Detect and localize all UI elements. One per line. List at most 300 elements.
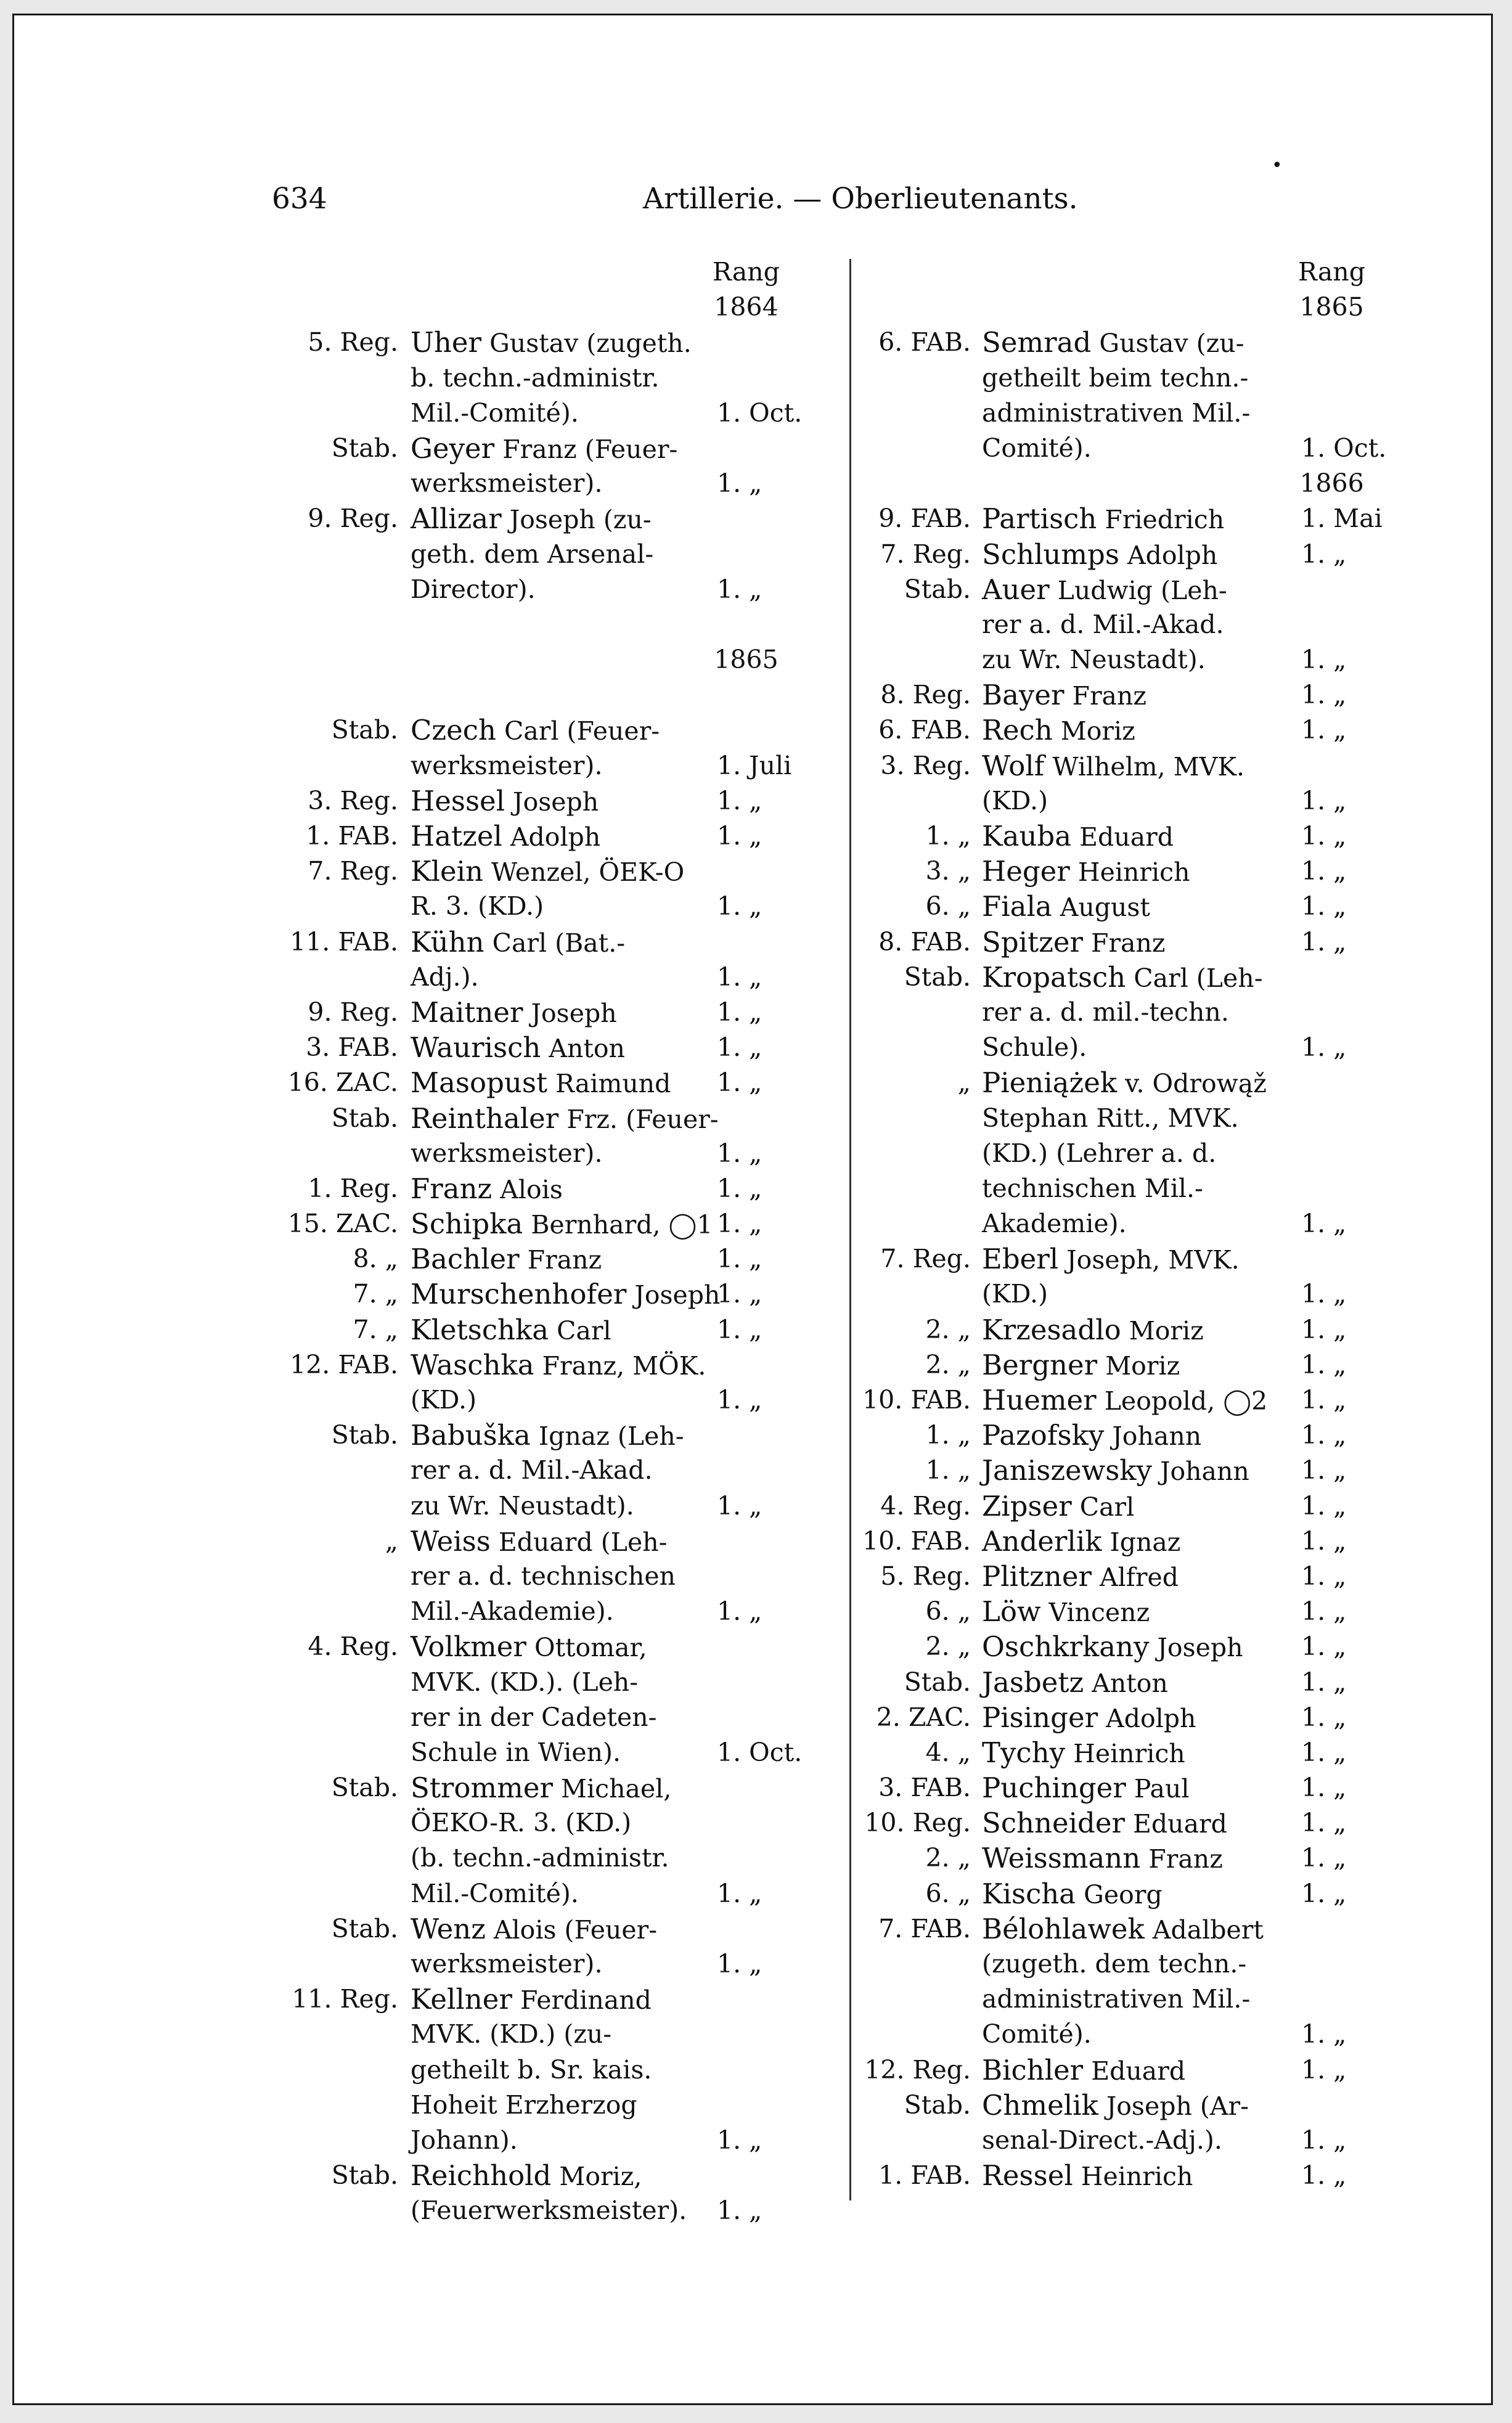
list-row bbox=[248, 396, 812, 431]
list-row bbox=[248, 2088, 812, 2123]
entry-text bbox=[982, 713, 1135, 749]
list-row bbox=[852, 642, 1404, 677]
list-row bbox=[852, 1489, 1404, 1524]
officer-surname: Fiala bbox=[982, 890, 1052, 923]
officer-surname: Partisch bbox=[982, 502, 1097, 536]
list-row bbox=[248, 1559, 812, 1594]
entry-detail: Alois (Feuer- bbox=[485, 1914, 658, 1945]
list-row bbox=[248, 2017, 812, 2052]
unit-label: 2. „ bbox=[925, 1349, 971, 1379]
entry-detail: (KD.) bbox=[982, 785, 1048, 815]
rank-date: 1. „ bbox=[1301, 2125, 1347, 2155]
list-row bbox=[852, 1594, 1404, 1629]
officer-surname: Pieniążek bbox=[982, 1066, 1118, 1100]
entry-detail: Gustav (zu- bbox=[1091, 329, 1244, 359]
unit-label: 10. FAB. bbox=[862, 1385, 971, 1415]
entry-text bbox=[982, 1277, 1048, 1312]
list-row bbox=[852, 2158, 1404, 2193]
list-row bbox=[852, 1418, 1404, 1453]
entry-text bbox=[411, 1594, 614, 1629]
entry-text bbox=[982, 2017, 1092, 2052]
entry-text bbox=[982, 1911, 1264, 1948]
rank-date: 1. „ bbox=[717, 962, 762, 992]
entry-detail: Carl bbox=[1071, 1492, 1135, 1522]
rank-year-heading: 1864 bbox=[714, 292, 778, 322]
unit-label: 6. „ bbox=[925, 1878, 971, 1908]
list-row bbox=[248, 1594, 812, 1629]
unit-label: Stab. bbox=[904, 1667, 971, 1697]
document-page bbox=[12, 14, 1493, 2405]
officer-surname: Weissmann bbox=[982, 1842, 1141, 1875]
unit-label: 6. „ bbox=[925, 1596, 971, 1627]
rank-date: 1. „ bbox=[1301, 1526, 1347, 1556]
entry-text bbox=[411, 1876, 579, 1911]
entry-detail: (zugeth. dem techn.- bbox=[982, 1949, 1247, 1979]
entry-text bbox=[411, 431, 677, 467]
entry-text bbox=[982, 854, 1190, 890]
rank-date: 1. „ bbox=[717, 1138, 762, 1168]
entry-detail: Raimund bbox=[547, 1069, 671, 1099]
officer-surname: Hatzel bbox=[411, 820, 502, 852]
officer-surname: Bayer bbox=[982, 679, 1065, 712]
entry-text bbox=[982, 1594, 1150, 1630]
list-row bbox=[248, 1241, 812, 1277]
rank-date: 1. „ bbox=[1301, 1737, 1347, 1767]
unit-label: 12. FAB. bbox=[290, 1349, 398, 1379]
entry-detail: Franz bbox=[519, 1245, 602, 1275]
rank-year-heading: 1865 bbox=[714, 645, 778, 675]
officer-surname: Bélohlawek bbox=[982, 1912, 1145, 1945]
list-row bbox=[852, 1312, 1404, 1347]
entry-text bbox=[982, 677, 1146, 714]
unit-label: Stab. bbox=[331, 433, 398, 463]
entry-text bbox=[982, 325, 1244, 361]
unit-label: 7. Reg. bbox=[880, 1244, 971, 1274]
entry-text bbox=[411, 1030, 625, 1066]
entry-detail: Eduard bbox=[1124, 1809, 1227, 1839]
entry-text bbox=[982, 1312, 1204, 1349]
entry-detail: rer a. d. mil.-techn. bbox=[982, 997, 1229, 1027]
entry-detail: Wilhelm, MVK. bbox=[1044, 751, 1245, 782]
unit-label: 2. „ bbox=[925, 1843, 971, 1873]
rank-date: 1. „ bbox=[1301, 1843, 1347, 1873]
unit-label: 3. Reg. bbox=[308, 785, 398, 815]
left-column bbox=[248, 255, 812, 2229]
unit-label: 8. Reg. bbox=[880, 680, 971, 710]
entry-detail: Moriz, bbox=[551, 2162, 642, 2192]
rank-date: 1. „ bbox=[1301, 1279, 1347, 1309]
entry-detail: Bernhard, ◯1 bbox=[523, 1210, 713, 1240]
entry-detail: Vincenz bbox=[1040, 1598, 1150, 1628]
officer-surname: Rech bbox=[982, 714, 1053, 747]
entry-detail: Alfred bbox=[1091, 1562, 1179, 1592]
unit-label: 4. Reg. bbox=[880, 1490, 971, 1521]
officer-surname: Bergner bbox=[982, 1348, 1098, 1381]
entry-detail: Carl (Bat.- bbox=[484, 928, 626, 958]
entry-text bbox=[982, 1805, 1227, 1842]
unit-label: Stab. bbox=[331, 1773, 398, 1803]
list-row bbox=[852, 677, 1404, 713]
entry-detail: Adolph bbox=[1119, 540, 1218, 570]
entry-detail: Stephan Ritt., MVK. bbox=[982, 1103, 1239, 1133]
entry-text bbox=[411, 1911, 657, 1948]
rank-date: 1. „ bbox=[1301, 1349, 1347, 1379]
officer-surname: Kischa bbox=[982, 1877, 1076, 1910]
entry-text bbox=[411, 2193, 687, 2228]
rank-date: 1. „ bbox=[1301, 2054, 1347, 2085]
rank-date: 1. „ bbox=[1301, 1455, 1347, 1485]
rank-date: 1. „ bbox=[1301, 715, 1347, 745]
rank-date: 1. „ bbox=[717, 1878, 762, 1908]
list-row bbox=[248, 748, 812, 783]
entry-text bbox=[411, 1453, 653, 1488]
list-row bbox=[852, 1770, 1404, 1805]
list-row bbox=[248, 1947, 812, 1982]
list-row bbox=[852, 925, 1404, 960]
right-column bbox=[852, 255, 1404, 2193]
entry-text bbox=[982, 1171, 1203, 1206]
entry-text bbox=[411, 1559, 676, 1594]
unit-label: 15. ZAC. bbox=[287, 1209, 398, 1239]
list-row bbox=[852, 2123, 1404, 2158]
entry-text bbox=[982, 1947, 1246, 1982]
entry-text bbox=[982, 1136, 1216, 1171]
entry-text bbox=[411, 925, 625, 961]
entry-text bbox=[982, 361, 1248, 396]
entry-text bbox=[411, 748, 603, 783]
officer-surname: Schneider bbox=[982, 1807, 1125, 1840]
list-row bbox=[248, 1629, 812, 1664]
rank-date: 1. „ bbox=[1301, 856, 1347, 886]
officer-surname: Franz bbox=[411, 1172, 492, 1205]
entry-text bbox=[982, 1418, 1201, 1454]
rank-date: 1. „ bbox=[717, 1385, 762, 1415]
unit-label: 7. Reg. bbox=[880, 539, 971, 569]
rank-date: 1. „ bbox=[1301, 1878, 1347, 1908]
rank-date: 1. „ bbox=[1301, 1420, 1347, 1450]
column-divider bbox=[849, 259, 851, 2200]
list-row bbox=[248, 325, 812, 360]
rank-date: 1. „ bbox=[1301, 1596, 1347, 1627]
rank-date: 1. „ bbox=[1301, 539, 1347, 569]
officer-surname: Schipka bbox=[411, 1207, 523, 1241]
officer-surname: Allizar bbox=[411, 502, 502, 536]
rank-date: 1. „ bbox=[1301, 1385, 1347, 1415]
rank-date: 1. „ bbox=[1301, 2019, 1347, 2049]
unit-label: 8. „ bbox=[353, 1244, 398, 1274]
entry-detail: Joseph bbox=[505, 787, 599, 817]
rank-date: 1. „ bbox=[1301, 891, 1347, 921]
entry-text bbox=[982, 783, 1048, 819]
list-row bbox=[852, 1982, 1404, 2017]
entry-text bbox=[411, 960, 479, 995]
entry-text bbox=[982, 1101, 1239, 1136]
list-row bbox=[852, 1030, 1404, 1065]
unit-label: 1. „ bbox=[925, 1455, 971, 1485]
officer-surname: Tychy bbox=[982, 1736, 1066, 1769]
list-row bbox=[248, 361, 812, 396]
officer-surname: Czech bbox=[411, 714, 496, 747]
entry-detail: Alois bbox=[492, 1174, 563, 1204]
entry-detail: Leopold, ◯2 bbox=[1096, 1386, 1268, 1416]
entry-text bbox=[982, 396, 1250, 431]
entry-detail: getheilt b. Sr. kais. bbox=[411, 2054, 652, 2085]
entry-text bbox=[982, 1383, 1267, 1419]
entry-detail: Heinrich bbox=[1069, 857, 1190, 888]
entry-detail: Paul bbox=[1126, 1774, 1190, 1804]
list-row bbox=[248, 995, 812, 1030]
rank-date: 1. „ bbox=[717, 821, 762, 851]
list-row bbox=[852, 1136, 1404, 1171]
unit-label: 12. Reg. bbox=[864, 2054, 971, 2085]
entry-text bbox=[982, 501, 1224, 537]
unit-label: 6. FAB. bbox=[878, 327, 971, 358]
rank-date: 1. „ bbox=[1301, 1773, 1347, 1803]
list-row bbox=[248, 925, 812, 960]
entry-detail: Moriz bbox=[1097, 1350, 1180, 1381]
entry-text bbox=[411, 1665, 638, 1700]
entry-detail: (Feuerwerksmeister). bbox=[411, 2196, 687, 2226]
entry-detail: Adalbert bbox=[1144, 1914, 1264, 1945]
list-row bbox=[852, 1065, 1404, 1100]
list-row bbox=[248, 1030, 812, 1065]
officer-surname: Eberl bbox=[982, 1243, 1059, 1276]
rank-date: 1. Juli bbox=[717, 750, 792, 780]
entry-detail: Eduard (Leh- bbox=[490, 1527, 668, 1557]
rank-date: 1. „ bbox=[1301, 926, 1347, 957]
entry-detail: zu Wr. Neustadt). bbox=[411, 1490, 634, 1521]
entry-detail: Franz, MÖK. bbox=[534, 1350, 706, 1381]
entry-text bbox=[411, 1947, 603, 1982]
entry-detail: Ignaz bbox=[1101, 1527, 1181, 1557]
list-row bbox=[248, 431, 812, 466]
officer-surname: Kühn bbox=[411, 925, 484, 958]
entry-text bbox=[411, 1489, 634, 1524]
entry-detail: Carl (Leh- bbox=[1126, 963, 1263, 993]
list-row bbox=[248, 1489, 812, 1524]
list-row bbox=[248, 1841, 812, 1876]
entry-text bbox=[982, 819, 1174, 855]
list-row bbox=[852, 1206, 1404, 1241]
margin-mark: • bbox=[1272, 155, 1283, 176]
entry-detail: Johann bbox=[1151, 1457, 1249, 1487]
entry-detail: werksmeister). bbox=[411, 1949, 603, 1979]
officer-surname: Jasbetz bbox=[982, 1665, 1084, 1699]
rank-date: 1. „ bbox=[717, 1279, 762, 1309]
entry-detail: Comité). bbox=[982, 2019, 1092, 2049]
officer-surname: Reinthaler bbox=[411, 1101, 559, 1135]
entry-detail: getheilt beim techn.- bbox=[982, 362, 1249, 393]
list-row bbox=[248, 1876, 812, 1911]
entry-detail: Joseph (zu- bbox=[501, 505, 652, 535]
unit-label: 3. Reg. bbox=[880, 750, 971, 780]
entry-detail: Mil.-Comité). bbox=[411, 398, 579, 428]
list-row bbox=[852, 1841, 1404, 1876]
rank-date: 1. „ bbox=[1301, 1632, 1347, 1662]
entry-text bbox=[982, 2123, 1222, 2158]
entry-detail: senal-Direct.-Adj.). bbox=[982, 2125, 1222, 2155]
entry-text bbox=[411, 889, 544, 924]
entry-text bbox=[982, 1665, 1168, 1701]
entry-detail: Ignaz (Leh- bbox=[530, 1421, 684, 1452]
entry-text bbox=[411, 2017, 611, 2052]
entry-text bbox=[982, 2088, 1249, 2124]
entry-detail: geth. dem Arsenal- bbox=[411, 539, 654, 569]
entry-detail: Anton bbox=[1084, 1668, 1168, 1698]
list-row bbox=[248, 1700, 812, 1735]
officer-surname: Reichhold bbox=[411, 2159, 552, 2192]
entry-detail: MVK. (KD.). (Leh- bbox=[411, 1667, 639, 1697]
entry-detail: Johann bbox=[1104, 1421, 1202, 1452]
entry-text bbox=[982, 1030, 1087, 1065]
rank-year-heading: 1866 bbox=[1299, 468, 1364, 499]
entry-detail: Adolph bbox=[1098, 1703, 1196, 1733]
entry-text bbox=[411, 361, 660, 396]
entry-text bbox=[982, 1982, 1250, 2017]
entry-detail: werksmeister). bbox=[411, 750, 603, 780]
list-row bbox=[852, 1241, 1404, 1277]
entry-detail: Joseph (Ar- bbox=[1098, 2091, 1249, 2121]
officer-surname: Plitzner bbox=[982, 1559, 1092, 1593]
entry-text bbox=[411, 2088, 637, 2123]
unit-label: 5. Reg. bbox=[308, 327, 398, 358]
list-row bbox=[852, 325, 1404, 360]
unit-label: 4. Reg. bbox=[308, 1632, 398, 1662]
officer-surname: Waurisch bbox=[411, 1031, 541, 1064]
list-row bbox=[852, 1947, 1404, 1982]
entry-text bbox=[982, 925, 1166, 961]
list-row bbox=[248, 290, 812, 325]
rank-date: 1. „ bbox=[717, 1596, 762, 1627]
page-title: Artillerie. — Oberlieutenants. bbox=[643, 182, 1078, 216]
rank-year-heading: Rang bbox=[1298, 257, 1365, 287]
entry-detail: Gustav (zugeth. bbox=[481, 329, 692, 359]
entry-detail: Mil.-Akademie). bbox=[411, 1596, 614, 1627]
entry-text bbox=[411, 1347, 706, 1384]
unit-label: 3. FAB. bbox=[306, 1032, 398, 1063]
rank-date: 1. „ bbox=[717, 1949, 762, 1979]
list-row bbox=[248, 677, 812, 713]
list-row bbox=[248, 537, 812, 572]
list-row bbox=[852, 255, 1404, 290]
list-row bbox=[248, 1982, 812, 2017]
entry-text bbox=[982, 1876, 1163, 1913]
entry-text bbox=[411, 1418, 684, 1454]
officer-surname: Kauba bbox=[982, 820, 1072, 852]
unit-label: Stab. bbox=[331, 1420, 398, 1450]
officer-surname: Oschkrkany bbox=[982, 1630, 1150, 1664]
officer-surname: Kletschka bbox=[411, 1313, 549, 1346]
entry-text bbox=[411, 1770, 671, 1807]
unit-label: 7. FAB. bbox=[878, 1913, 971, 1943]
entry-text bbox=[982, 1347, 1180, 1384]
entry-detail: Mil.-Comité). bbox=[411, 1878, 579, 1908]
entry-text bbox=[982, 607, 1224, 642]
list-row bbox=[248, 1911, 812, 1947]
list-row bbox=[852, 2088, 1404, 2123]
entry-detail: Eduard bbox=[1083, 2056, 1186, 2086]
entry-text bbox=[411, 1805, 631, 1841]
unit-label: Stab. bbox=[904, 574, 971, 604]
entry-detail: Moriz bbox=[1052, 716, 1135, 746]
rank-date: 1. Mai bbox=[1301, 504, 1383, 534]
list-row bbox=[248, 1418, 812, 1453]
list-row bbox=[248, 1065, 812, 1100]
rank-date: 1. „ bbox=[1301, 821, 1347, 851]
unit-label: 1. „ bbox=[925, 821, 971, 851]
entry-text bbox=[982, 960, 1263, 996]
list-row bbox=[852, 1665, 1404, 1700]
entry-detail: Ferdinand bbox=[512, 1985, 652, 2016]
unit-label: Stab. bbox=[904, 962, 971, 992]
unit-label: 8. FAB. bbox=[878, 926, 971, 957]
list-row bbox=[852, 2017, 1404, 2052]
unit-label: Stab. bbox=[331, 1103, 398, 1133]
list-row bbox=[248, 255, 812, 290]
unit-label: 16. ZAC. bbox=[287, 1068, 398, 1098]
officer-surname: Kellner bbox=[411, 1983, 512, 2016]
rank-date: 1. Oct. bbox=[717, 398, 803, 428]
rank-date: 1. „ bbox=[1301, 1209, 1347, 1239]
list-row bbox=[248, 1206, 812, 1241]
entry-detail: Schule in Wien). bbox=[411, 1737, 621, 1767]
officer-surname: Pazofsky bbox=[982, 1419, 1105, 1452]
list-row bbox=[248, 501, 812, 536]
rank-date: 1. „ bbox=[717, 1244, 762, 1274]
entry-text bbox=[411, 1241, 602, 1278]
entry-text bbox=[411, 2158, 642, 2194]
unit-label: 10. FAB. bbox=[862, 1526, 971, 1556]
officer-surname: Heger bbox=[982, 855, 1070, 888]
entry-text bbox=[982, 1700, 1196, 1736]
entry-text bbox=[411, 1206, 713, 1243]
rank-date: 1. „ bbox=[717, 2196, 762, 2226]
unit-label: Stab. bbox=[331, 715, 398, 745]
entry-text bbox=[411, 572, 536, 607]
list-row bbox=[248, 466, 812, 501]
entry-detail: Adj.). bbox=[411, 962, 479, 992]
rank-date: 1. „ bbox=[1301, 1314, 1347, 1344]
list-row bbox=[852, 1171, 1404, 1206]
entry-detail: rer in der Cadeten- bbox=[411, 1702, 657, 1732]
entry-text bbox=[411, 1629, 647, 1665]
entry-text bbox=[982, 1735, 1185, 1771]
list-row bbox=[852, 1911, 1404, 1947]
entry-text bbox=[982, 1770, 1190, 1807]
officer-surname: Masopust bbox=[411, 1066, 548, 1100]
entry-detail: Anton bbox=[541, 1034, 625, 1064]
rank-date: 1. „ bbox=[1301, 1667, 1347, 1697]
rank-date: 1. „ bbox=[717, 1314, 762, 1344]
officer-surname: Löw bbox=[982, 1595, 1041, 1628]
entry-detail: Joseph bbox=[626, 1280, 721, 1310]
unit-label: 5. Reg. bbox=[880, 1561, 971, 1591]
entry-detail: v. Odrowąž bbox=[1117, 1069, 1267, 1099]
officer-surname: Bachler bbox=[411, 1243, 520, 1276]
entry-detail: Director). bbox=[411, 574, 536, 604]
entry-text bbox=[982, 995, 1229, 1030]
entry-detail: ÖEKO-R. 3. (KD.) bbox=[411, 1808, 632, 1838]
entry-text bbox=[982, 572, 1227, 608]
officer-surname: Auer bbox=[982, 573, 1050, 606]
unit-label: Stab. bbox=[331, 1913, 398, 1943]
officer-surname: Waschka bbox=[411, 1348, 534, 1381]
list-row bbox=[852, 572, 1404, 607]
officer-surname: Babuška bbox=[411, 1419, 531, 1452]
unit-label: 1. Reg. bbox=[308, 1173, 398, 1203]
unit-label: 1. FAB. bbox=[306, 821, 398, 851]
entry-text bbox=[411, 1277, 720, 1313]
